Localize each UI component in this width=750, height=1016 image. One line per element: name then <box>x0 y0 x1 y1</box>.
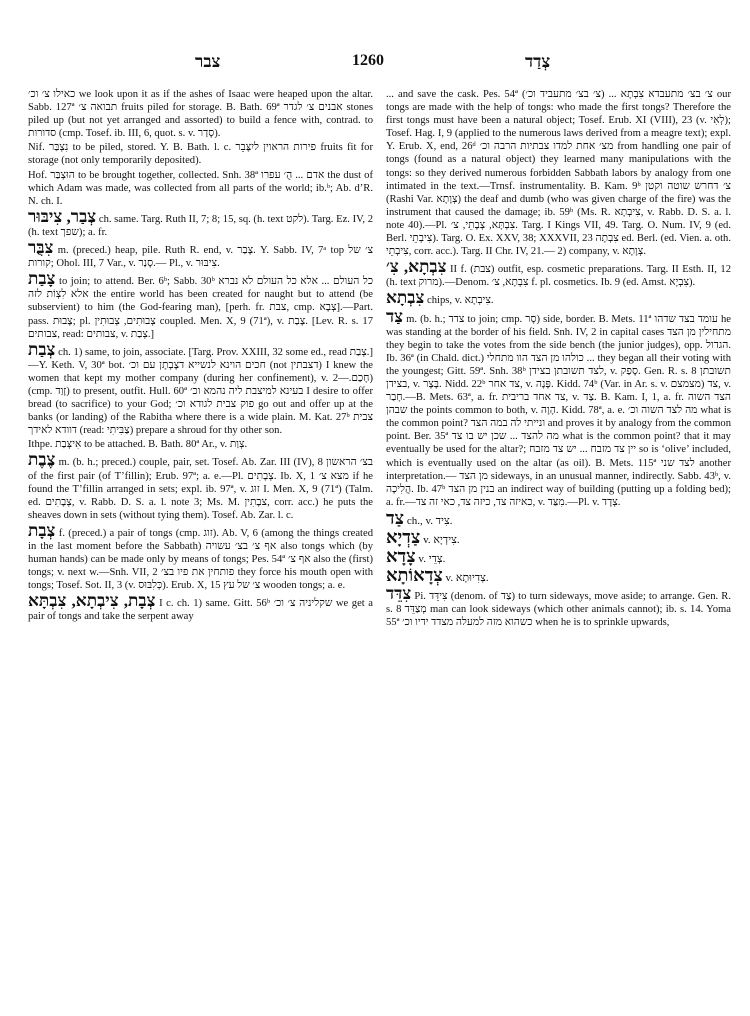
dictionary-entry <box>28 593 373 623</box>
dictionary-entry <box>28 240 373 270</box>
entry-text: f. (preced.) a pair of tongs (cmp. זוג). Ab. V, 6 (among the things created in the last moment before the Sabbath) אף צ׳ בצ׳ עשויה also tongs which (by human hands) can be made only by means of tongs; Pes. 54ª אף צ׳ also the (first) tongs; v. next w.—Snh. VII, 2 פותחין את פיו בצ׳ they force his mouth open with tongs; Tosef. Sot. II, 3 (v. כְּלִבּוּס). Erub. X, 15 צ׳ של עץ wooden tongs; a. e. <box>28 527 373 592</box>
entry-lemma: צַד <box>386 507 405 528</box>
entry-lemma: צְבָת, צִיבְתָא, צִבְתָּא <box>28 591 156 611</box>
entry-text: ch. same. Targ. Ruth II, 7; 8; 15, sq. (h. text לקט). Targ. Ez. IV, 2 (h. text שפך); a. fr. <box>28 213 373 238</box>
entry-lemma: צַד <box>386 306 404 326</box>
entry-text: Nif. נִצְבַּר to be piled, stored. Y. B. Bath. l. c. פירות הראוין ליִצָּבֵר fruits fit for storage (not only temporarily deposited). <box>28 142 373 167</box>
dictionary-entry <box>28 438 373 451</box>
dictionary-entry <box>28 452 373 521</box>
entry-text: m. (preced.) heap, pile. Ruth R. end, v. צָבַר. Y. Sabb. IV, 7ᵃ top צ׳ של קורות; Ohol. III, 7 Var., v. סָנַר.— Pl., v. צִיבּוּר. <box>28 245 373 270</box>
dictionary-entry <box>28 88 373 140</box>
dictionary-entry <box>386 306 731 509</box>
short-cross-reference-entries <box>386 507 731 586</box>
dictionary-entry <box>386 548 731 566</box>
dictionary-entry <box>386 259 731 289</box>
entry-text: כאילו צ׳ וכ׳ we look upon it as if the ashes of Isaac were heaped upon the altar. Sabb. 127ª תבואה צ׳ fruits piled for storage. B. Bath. 69ª אבנים צ׳ לגדר stones piled up (but not yet arranged and assorted) to build a fence with, contrad. to סדורות (cmp. Tosef. ib. III, 6, quot. s. v. סָדַר). <box>28 89 373 140</box>
entry-text: ch. 1) same, to join, associate. [Targ. Prov. XXIII, 32 some ed., read צְבַת.]—Y. Keth. V, 30ª bot. חכים הוינא לנשייא דצָבְתָן עם וכ׳ (not דצבתין) I knew the women that kept my mother company (during her confinement), v. חָכַם.—2) (cmp. זָוַד) to present, outfit. Hull. 60ª בעינא למיצבת ליה נהמא וכ׳ I desire to offer bread (to sacrifice) to your God; פוק צבית לגודא וכ׳ go out and offer up at the banks (or landing) of the Rabitha where there is a wide plain. M. Kat. 27ᵇ צבית דוודא לאידך (read: צַבִּיתִי) prepare a shroud for thy other son. <box>28 346 373 437</box>
entry-text: to join; to attend. Ber. 6ᵇ; Sabb. 30ᵇ כל העולם ... אלא כל העולם לא נברא אלא לִצְוֹת לזה the entire world has been created for naught but to attend (be subservient) to him (the God-fearing man), [perh. fr. צבת, cmp. צְבָא].—Part. pass. צָבוּת; pl. צְבוּתִים, צְבוּתִין coupled. Men. X, 9 (71ª), v. צָבַת. [Lev. R. s. 17 צבותים, read: צבותים, v. צְבַת.] <box>28 276 373 340</box>
dictionary-entry <box>28 339 373 438</box>
dictionary-entry <box>386 507 731 528</box>
dictionary-entry <box>28 520 373 592</box>
entry-text: v. צְדֵי. <box>418 553 446 566</box>
dictionary-entry <box>28 169 373 208</box>
entry-lemma: צְבַר, צִיבּוּר <box>28 206 97 226</box>
entry-lemma: צְבַת <box>28 339 56 359</box>
dictionary-entry <box>386 586 731 629</box>
dictionary-entry <box>28 206 373 239</box>
page-number: 1260 <box>352 52 384 69</box>
dictionary-entry <box>386 290 731 307</box>
dictionary-entry <box>28 141 373 167</box>
right-running-headword: צְדַד <box>525 52 551 71</box>
entry-text: m. (b. h.; preced.) couple, pair, set. Tosef. Ab. Zar. III (IV), 8 בצ׳ הראשון of the first pair (of T’fillin); Erub. 97ª; a. e.—Pl. צְבָתִים. Ib. X, 1 מצא צ׳ if he found the T’fillin arranged in sets; expl. ib. 97ª, v. זוּג I. Men. X, 9 (71ª) (Talm. ed. צְבָתִים, v. Rabb. D. S. a. l. note 3; Ms. M. צבָתִין, corr. acc.) he puts the sheaves down in sets (without tying them). Tosef. Ab. Zar. l. c. <box>28 457 373 521</box>
entry-text: m. (b. h.; צדד to join; cmp. סָר) side, border. B. Mets. 11ª עומד בצד שדהו he was standing at the border of his field. Snh. IV, 2 in capital cases מתחילין מן הצד they begin to take the votes from the side bench (the junior judges), opp. הגדול. Ib. 36ª (in Chald. dict.) כולהו מן הצד הוו מתחלי ... they began all their voting with the youngest; Gitt. 59ª. Snh. 38ᵇ לצד תשובתן בצידן, v. סָפַק. Gen. R. s. 8 תשובתן בצידן, v. בָּצָר. Nidd. 22ᵇ צד אחר, v. פָּנָה. Kidd. 74ᵇ (Var. in Ar. s. v. מצמצם) צד, v. חָבַר.—B. Mets. 63ª, a. fr. צד אחד בריבית, v. צַד. B. Kam. I, 1, a. fr. הצד השוה שבהן the points common to both, v. הָוָה. Kidd. 78ª, a. e. מה לצד השוה וכ׳ what is the common point? ונייתי לה במה הצד and proves it by analogy from the common point. Ber. 35ª מה להצד ... שכן יש בו צד what is the common point? that it may eventually be used for the altar?; יין צד מזבח ... יש צד מזבח so is ‘olive’ included, which is eventually used on the altar (as oil). B. Mets. 115ª לצד שני another interpretation.— מן הצד sideways, in an unusual manner, indirectly. Sabb. 43ᵇ, v. הֲלִיכָה. Ib. 47ᵇ בנין מן הצד an indirect way of building (putting up a folding bed); a. fr.—כאיזה צד, כיזה צד, כאי זה צד, v. מִצַּד.—Pl. v. צְדָד. <box>386 313 731 508</box>
entry-lemma: צַדְיָא <box>386 527 421 547</box>
dictionary-entry <box>386 88 731 258</box>
entry-text: Hof. הוּצְבַּר to be brought together, collected. Snh. 38ª אדם ... הֻ׳ עפרו the dust of which Adam was made, was collected from all parts of the world; ib.ᵇ; Ab. d’R. N. ch. I. <box>28 169 373 207</box>
entry-lemma: צְדָאוֹתָא <box>386 565 443 586</box>
entry-lemma: צִבֻּר <box>28 238 54 258</box>
entry-lemma: צֶבֶת <box>28 450 56 470</box>
running-header <box>0 52 750 76</box>
entry-lemma: צִדֵּד <box>386 584 412 604</box>
entry-lemma: צִבְתָא, צִ׳ <box>386 257 447 277</box>
left-running-headword: צבר <box>195 52 221 71</box>
entry-text: II f. (צבת) outfit, esp. cosmetic preparations. Targ. II Esth. II, 12 (h. text מרוק).—Denom. צִבְתָא, צ׳ f. pl. cosmetics. Ib. 9 (ed. Amst. צִבְיָא). <box>386 264 731 289</box>
entry-lemma: צִבְתָא <box>386 288 425 308</box>
entry-text: ... and save the cask. Pes. 54ª צ׳ בצ׳ מתעבדא צִבְתָא ... (צ׳ בצ׳ מתעביד וכ׳) our tongs are made with the help of tongs: who made the first tongs? Therefore the first tongs must have been a natural object; Tosef. Erub. XI (VIII), 23 (v. לְאִי); Tosef. Hag. I, 9 (applied to the numerous laws derived from a meagre text); expl. Y. Erub. X, end, 26ᵈ מצ׳ אחת למדו צבתיות הרבה וכ׳ from handling one pair of tongs (found as a natural object) they learned many manipulations with the tongs: so they derived numerous forbidden Sabbath labors by analogy from one intimated in the text.—Trnsf. instrumentality. B. Kam. 9ᵇ צ׳ דחרש שוטה וקטן (Rashi Var. צְוָתָא) the deaf and dumb (who was given charge of the fire) was the instrument that caused the damage; ib. 59ᵇ (Ms. R. צִיבְתָא, v. Rabb. D. S. a. l. note 40).—Pl. צִבְתָּא, צְבָתֵי, צ׳. Targ. I Kings VII, 49. Targ. O. Num. IV, 9 (ed. Berl. צִיבְתֵי). Targ. O. Ex. XXV, 38; XXXVII, 23 צִבְתָה ed. Berl. (ed. Vien. a. oth. צִיבְתֵי, corr. acc.). Targ. II Chr. IV, 21.— 2) company, v. צְוָתָא. <box>386 89 731 258</box>
entry-lemma: צָבַת <box>28 269 56 289</box>
dictionary-entry <box>386 567 731 585</box>
left-column <box>28 88 373 1006</box>
dictionary-entry <box>28 271 373 340</box>
entry-text: Pi. צִידֵּד (denom. of צַד) to turn sideways, move aside; to arrange. Gen. R. s. 8 מְצַדֵּד man can look sideways (which other animals cannot); ib. s. 14. Yoma 55ª כשהוא מזה למעלה מצדד ידיו וכ׳ when he is to sprinkle upwards, <box>386 591 731 629</box>
dictionary-entry <box>386 529 731 547</box>
entry-text: I c. ch. 1) same. Gitt. 56ᵇ שקליניה צ׳ וכ׳ we get a pair of tongs and take the serpent away <box>28 598 373 623</box>
right-column <box>386 88 731 1006</box>
entry-lemma: צְבָת <box>28 520 56 540</box>
entry-text: v. צִידְיָא. <box>423 534 460 546</box>
entry-lemma: צָדָא <box>386 546 416 567</box>
entry-text: v. צְדִיוּתָא. <box>445 572 489 585</box>
entry-text: Ithpe. אִיצְּבַת to be attached. B. Bath. 80ª Ar., v. צְוַת. <box>28 439 248 451</box>
entry-text: ch., v. צִיד. <box>406 514 453 527</box>
entry-text: chips, v. צִיבְתָא. <box>427 295 494 307</box>
